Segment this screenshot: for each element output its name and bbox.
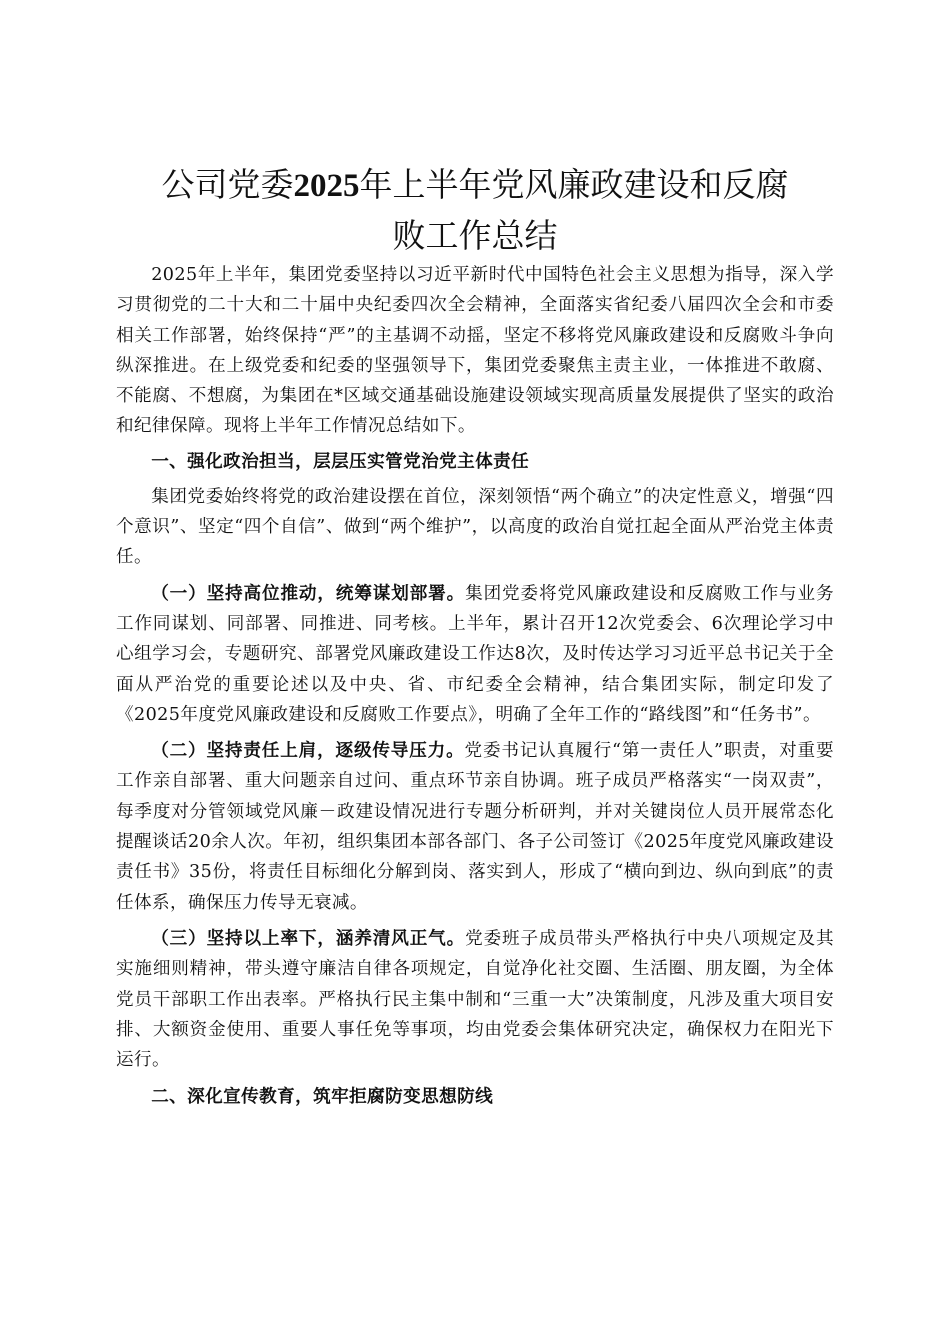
item-paragraph-1 [116,579,834,730]
title-line2: 败工作总结 [392,216,558,255]
title-line1-prefix: 公司党委 [161,165,294,204]
title-line1-suffix: 年上半年党风廉政建设和反腐 [359,165,789,204]
title-year: 2025 [293,168,360,204]
section-heading-2: 二、深化宣传教育，筑牢拒腐防变思想防线 [151,1086,494,1108]
item-paragraph-3 [116,924,834,1075]
item-2-lead: （二）坚持责任上肩，逐级传导压力。 [151,740,465,762]
item-1-lead: （一）坚持高位推动，统筹谋划部署。 [151,582,466,604]
section1-intro-paragraph: 集团党委始终将党的政治建设摆在首位，深刻领悟“两个确立”的决定性意义，增强“四个意识”、坚定“四个自信”、做到“两个维护”，以高度的政治自觉扛起全面从严治党主体责任。 [116,486,834,568]
document-body [116,160,834,1113]
item-2-body: 党委书记认真履行“第一责任人”职责，对重要工作亲自部署、重大问题亲自过问、重点环节亲自协调。班子成员严格落实“一岗双责”，每季度对分管领域党风廉－政建设情况进行专题分析研判，并对关键岗位人员开展常态化提醒谈话20余人次。年初，组织集团本部各部门、各子公司签订《2025年度党风廉政建设责任书》35份，将责任目标细化分解到岗、落实到人，形成了“横向到边、纵向到底”的责任体系，确保压力传导无衰减。 [116,741,834,913]
item-1-body: 集团党委将党风廉政建设和反腐败工作与业务工作同谋划、同部署、同推进、同考核。上半年，累计召开12次党委会、6次理论学习中心组学习会，专题研究、部署党风廉政建设工作达8次，及时传达学习习近平总书记关于全面从严治党的重要论述以及中央、省、市纪委全会精神，结合集团实际，制定印发了《2025年度党风廉政建设和反腐败工作要点》，明确了全年工作的“路线图”和“任务书”。 [116,583,834,725]
intro-paragraph: 2025年上半年，集团党委坚持以习近平新时代中国特色社会主义思想为指导，深入学习贯彻党的二十大和二十届中央纪委四次全会精神，全面落实省纪委八届四次全会和市委相关工作部署，始终保持“严”的主基调不动摇，坚定不移将党风廉政建设和反腐败斗争向纵深推进。在上级党委和纪委的坚强领导下，集团党委聚焦主责主业，一体推进不敢腐、不能腐、不想腐，为集团在*区域交通基础设施建设领域实现高质量发展提供了坚实的政治和纪律保障。现将上半年工作情况总结如下。 [116,265,834,437]
item-3-lead: （三）坚持以上率下，涵养清风正气。 [151,927,466,949]
section-heading-1: 一、强化政治担当，层层压实管党治党主体责任 [151,450,530,472]
document-title [116,160,834,260]
item-paragraph-2 [116,736,834,918]
item-3-body: 党委班子成员带头严格执行中央八项规定及其实施细则精神，带头遵守廉洁自律各项规定，自觉净化社交圈、生活圈、朋友圈，为全体党员干部职工作出表率。严格执行民主集中制和“三重一大”决策制度，凡涉及重大项目安排、大额资金使用、重要人事任免等事项，均由党委会集体研究决定，确保权力在阳光下运行。 [116,928,834,1071]
